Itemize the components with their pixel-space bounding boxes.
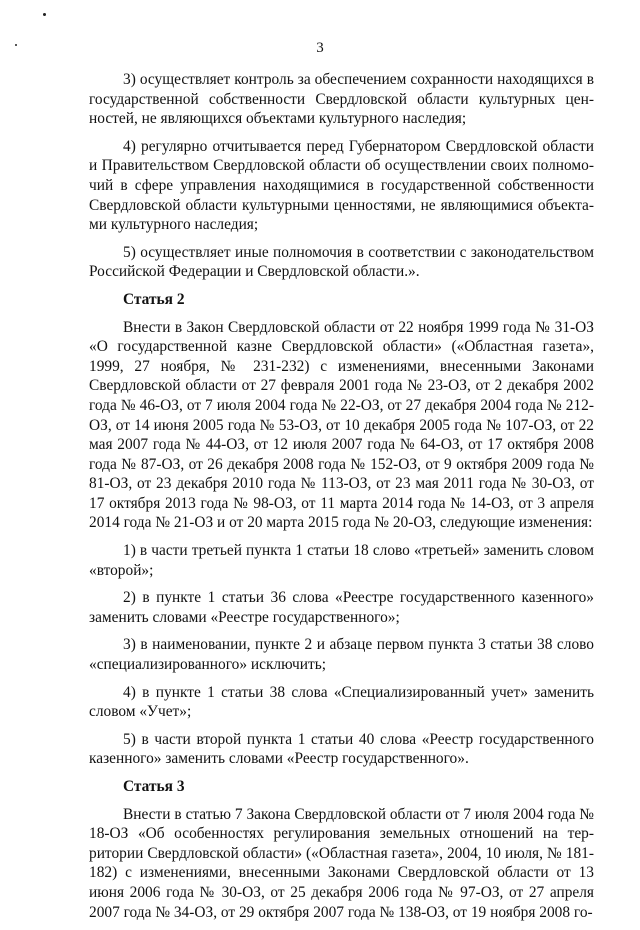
paragraph-item-5: 5) осуществляет иные полномочия в соответствии с законодательством Российской Федерации и Свердловской области.». (89, 243, 594, 281)
article-heading-2: Статья 2 (123, 290, 185, 308)
amendment-item-5: 5) в части второй пункта 1 статьи 40 слова «Реестр государственного казенного» заменить словами «Реестр государственного». (89, 730, 594, 768)
article-heading-3: Статья 3 (123, 778, 185, 795)
document-body (89, 70, 594, 930)
paragraph-item-3: 3) осуществляет контроль за обеспечением сохранности находящихся в государственной собственности Свердловской области культурных ценностей, не являющихся объектами культурного наследия; (89, 71, 594, 128)
article-2-intro: Внести в Закон Свердловской области от 22 ноября 1999 года № 31-ОЗ «О государственной казне Свердловской области» («Областная газета», 1999, 27 ноября, № 231-232) с изменениями, внесенными Законами Свердловской области от 27 февраля 2001 года № 23-ОЗ, от 2 декабря 2002 года № 46-ОЗ, от 7 июля 2004 года № 22-ОЗ, от 27 декабря 2004 года № 212-ОЗ, от 14 июня 2005 года № 53-ОЗ, от 10 декабря 2005 года № 107-ОЗ, от 22 мая 2007 года № 44-ОЗ, от 12 июля 2007 года № 64-ОЗ, от 17 октября 2008 года № 87-ОЗ, от 26 декабря 2008 года № 152-ОЗ, от 9 октября 2009 года № 81-ОЗ, от 23 декабря 2010 года № 113-ОЗ, от 23 мая 2011 года № 30-ОЗ, от 17 октября 2013 года № 98-ОЗ, от 11 марта 2014 года № 14-ОЗ, от 3 апреля 2014 года № 21-ОЗ и от 20 марта 2015 года № 20-ОЗ, следующие изменения: (89, 318, 594, 532)
scan-speck (43, 13, 46, 16)
page-number: 3 (316, 40, 324, 56)
paragraph-item-4: 4) регулярно отчитывается перед Губернатором Свердловской области и Правительством Свердловской области об осуществлении своих полномочий в сфере управления находящимися в государственной собственности Свердловской области культурными ценностями, не являющимися объектами культурного наследия; (89, 137, 594, 234)
amendment-item-4: 4) в пункте 1 статьи 38 слова «Специализированный учет» заменить словом «Учет»; (89, 683, 594, 721)
amendment-item-2: 2) в пункте 1 статьи 36 слова «Реестре государственного казенного» заменить словами «Реестре государственного»; (89, 589, 594, 626)
amendment-item-1: 1) в части третьей пункта 1 статьи 18 слово «третьей» заменить словом «второй»; (89, 542, 594, 579)
amendment-item-3: 3) в наименовании, пункте 2 и абзаце первом пункта 3 статьи 38 слово «специализированного» исключить; (89, 636, 594, 674)
article-3-intro: Внести в статью 7 Закона Свердловской области от 7 июля 2004 года № 18-ОЗ «Об особенностях регулирования земельных отношений на территории Свердловской области» («Областная газета», 2004, 10 июля, № 181-182) с изменениями, внесенными Законами Свердловской области от 13 июня 2006 года № 30-ОЗ, от 25 декабря 2006 года № 97-ОЗ, от 27 апреля 2007 года № 34-ОЗ, от 29 октября 2007 года № 138-ОЗ, от 19 ноября 2008 го- (89, 805, 594, 921)
